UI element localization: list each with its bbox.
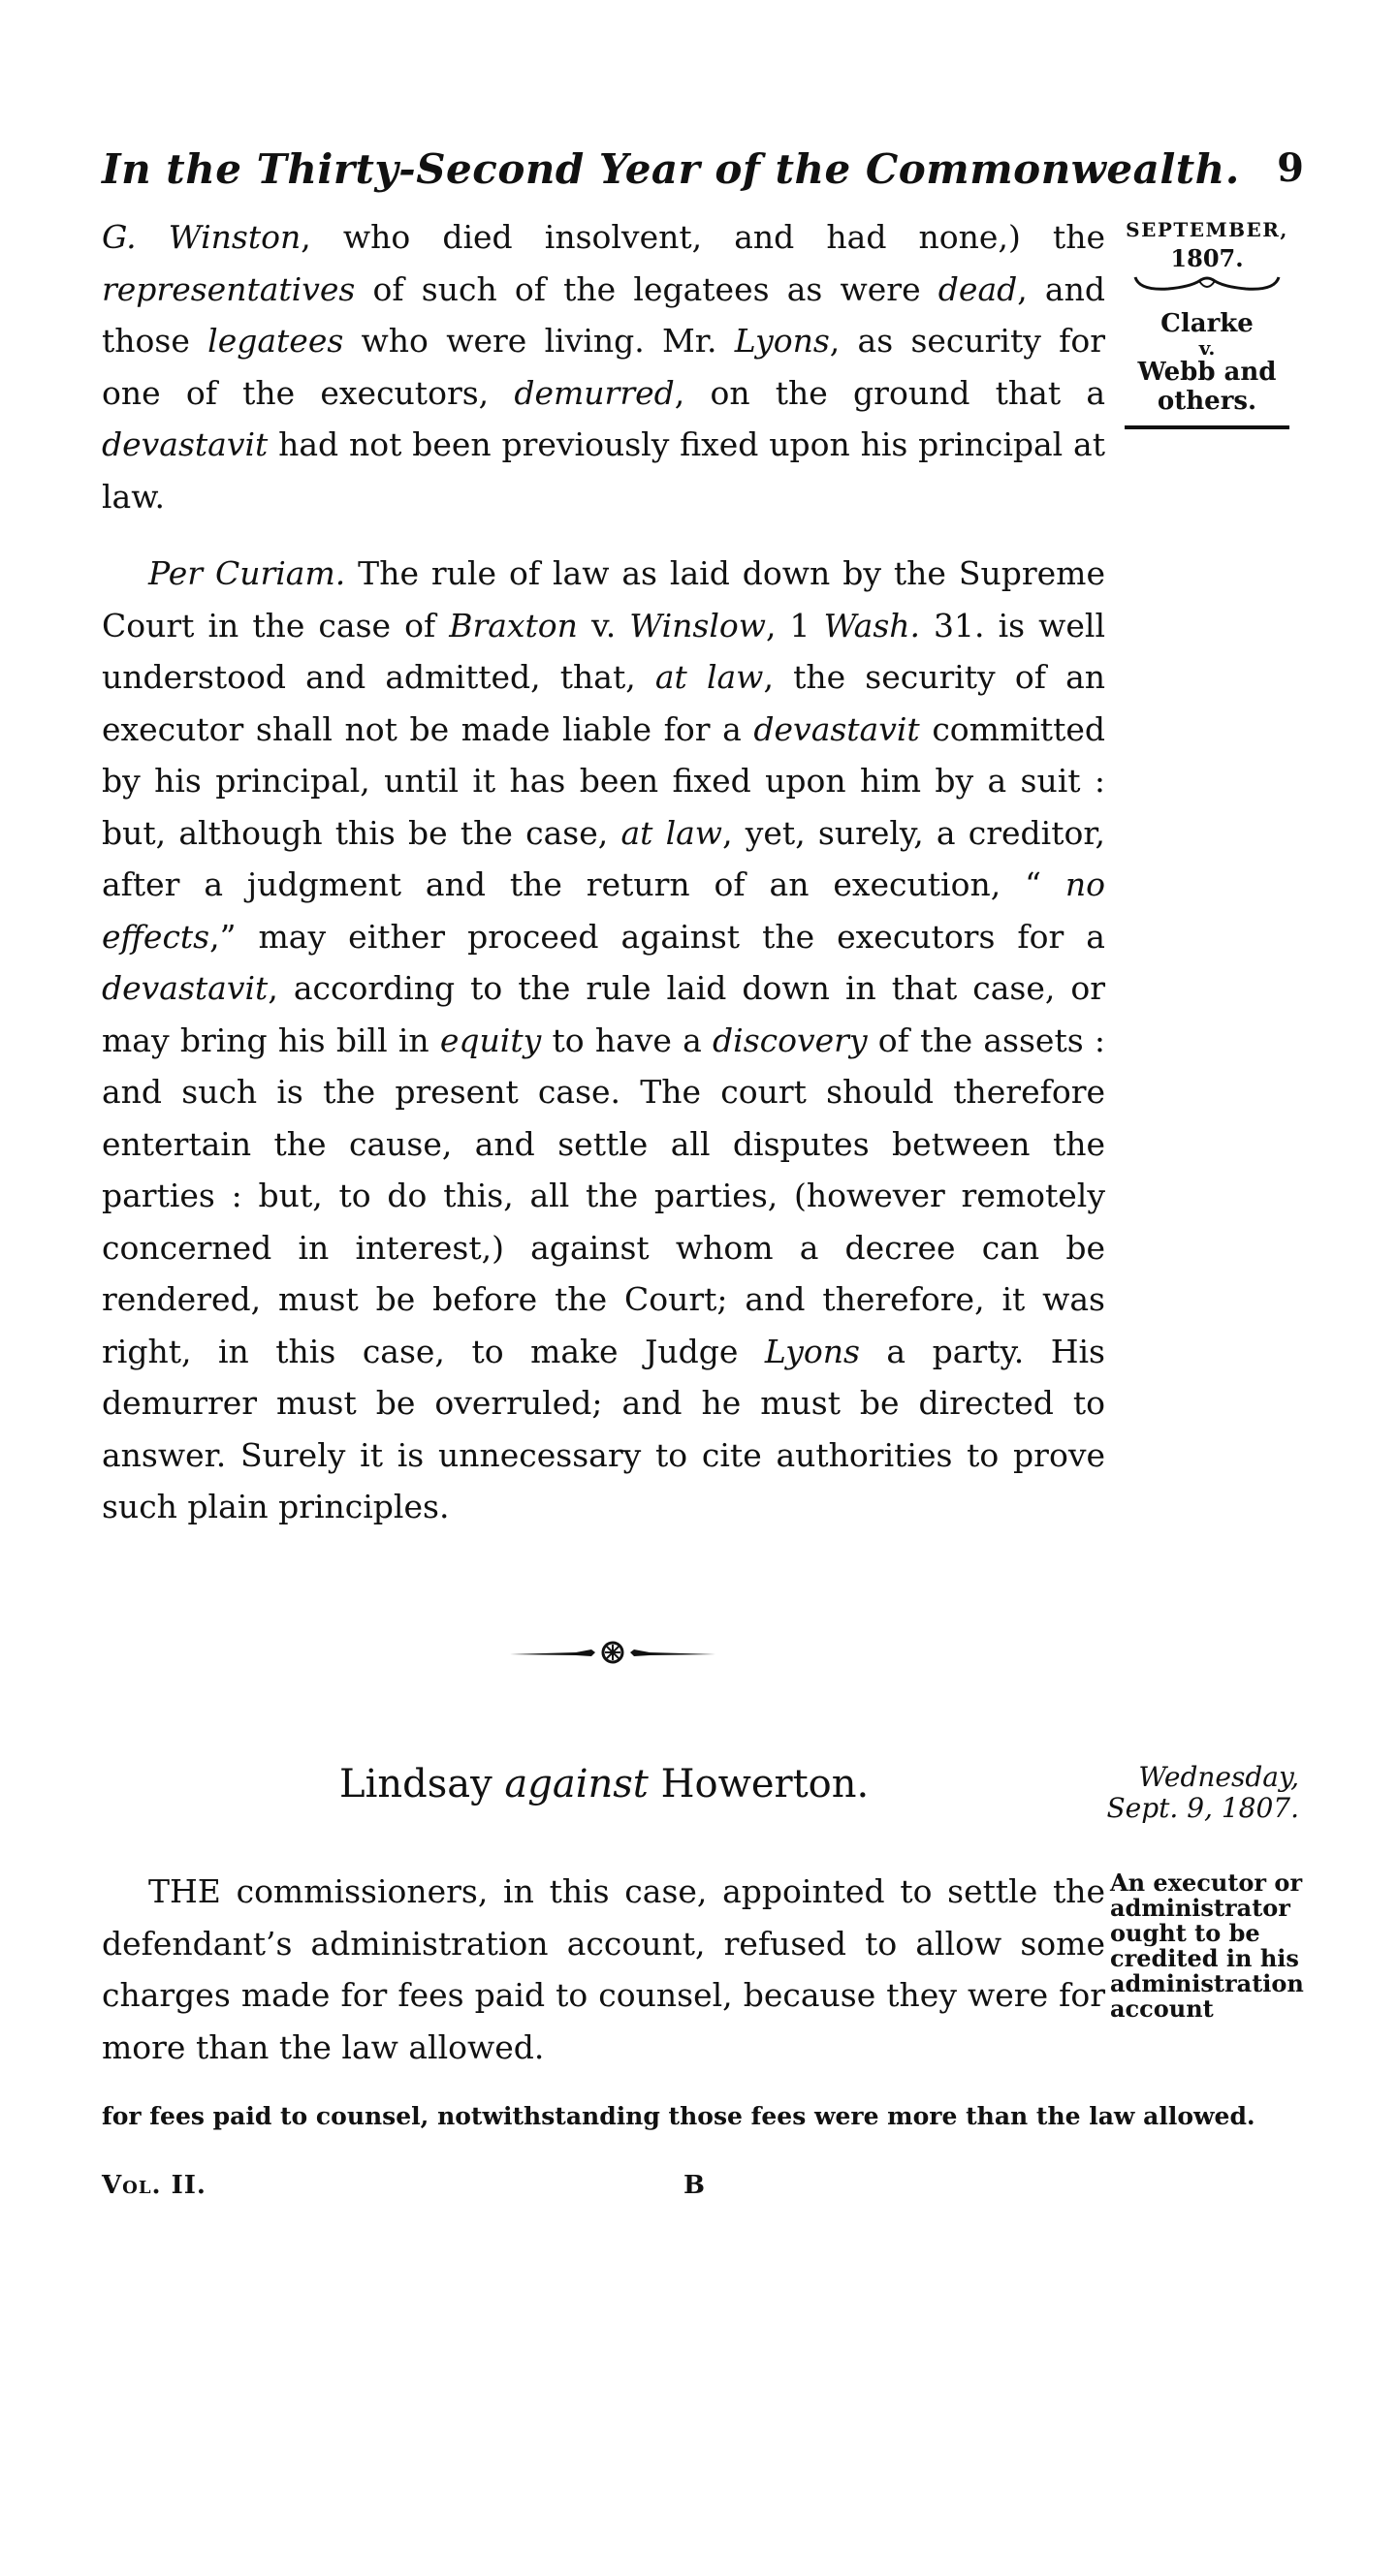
text-span: Winslow <box>629 606 766 644</box>
margin-year: 1807. <box>1170 244 1244 272</box>
margin-case-line-4: others. <box>1157 387 1257 416</box>
defendant-name: Howerton. <box>660 1762 870 1806</box>
text-span: G. Winston <box>102 218 302 256</box>
text-span: legatees <box>207 322 344 360</box>
text-span: Lyons <box>764 1332 860 1370</box>
paragraph-commissioners <box>102 1866 1105 2073</box>
text-span: , 1 <box>766 606 824 644</box>
paragraph-continuation <box>102 211 1105 522</box>
text-span: had not been previously fixed upon his principal at law. <box>102 425 1105 516</box>
signature-mark: B <box>683 2171 705 2200</box>
volume-signature: Vol. II. <box>102 2171 207 2200</box>
page-footer <box>102 2171 1304 2210</box>
case-date-line-2: Sept. 9, 1807. <box>1106 1792 1299 1824</box>
text-span: of such of the legatees as were <box>355 269 938 308</box>
text-span: devastavit <box>102 969 269 1007</box>
text-span: dead <box>937 269 1018 308</box>
text-span: who were living. Mr. <box>343 322 735 360</box>
text-span: equity <box>439 1021 542 1059</box>
text-span: at law <box>654 658 764 696</box>
text-span: at law <box>620 813 723 852</box>
text-span: to have a <box>541 1021 714 1059</box>
text-span: Per Curiam. <box>148 554 346 592</box>
bracket-ornament-icon <box>1129 273 1285 298</box>
headnote-continuation: for fees paid to counsel, notwithstanding those fees were more than the law allowed. <box>102 2102 1255 2130</box>
text-span: committed by his principal, until it has been fixed upon him by a suit : but, although this be the case, <box>102 709 1105 852</box>
text-span: , as security for one of the executors, <box>102 322 1106 412</box>
running-title: In the Thirty-Second Year of the Commonwealth. <box>102 145 1240 193</box>
ornament-divider-icon <box>506 1638 719 1667</box>
text-span: devastavit <box>753 709 920 748</box>
text-span: , on the ground that a <box>674 373 1105 412</box>
case-title <box>339 1762 869 1806</box>
headnote: An executor or administrator ought to be credited in his administration account <box>1110 1869 1304 2023</box>
text-span: no effects <box>102 865 1105 956</box>
text-span: The rule of law as laid down by the Supreme Court in the case of <box>102 554 1105 644</box>
text-span: Wash. <box>823 606 920 644</box>
paragraph-per-curiam <box>102 548 1105 1533</box>
text-span: , who died insolvent, and had none,) the <box>301 218 1105 256</box>
running-header <box>102 145 1304 204</box>
against-word: against <box>504 1762 649 1806</box>
text-span: ,” may either proceed against the executors for a <box>209 917 1105 956</box>
text-span: 31. is well understood and admitted, that, <box>102 606 1106 696</box>
text-span: , and those <box>102 269 1105 360</box>
margin-case-line-1: Clarke <box>1160 309 1254 338</box>
margin-month: SEPTEMBER, <box>1126 218 1288 241</box>
case-date <box>1105 1762 1299 1824</box>
margin-note-case-1 <box>1110 215 1304 429</box>
paragraph-text: THE commissioners, in this case, appointed to settle the defendant’s administration account, refused to allow some charges made for fees paid to counsel, because they were for more than the law allowed. <box>102 1872 1105 2066</box>
margin-case-line-2: v. <box>1198 336 1216 360</box>
margin-case-line-3: Webb and <box>1137 358 1277 387</box>
text-span: , according to the rule laid down in that case, or may bring his bill in <box>102 969 1105 1059</box>
plaintiff-name: Lindsay <box>339 1762 492 1806</box>
text-span: demurred <box>514 373 675 412</box>
text-span: Lyons <box>734 322 830 360</box>
text-span: representatives <box>102 269 356 308</box>
text-span: a party. His demurrer must be overruled; and he must be directed to answer. Surely it is unnecessary to cite authorities to prove such plain principles. <box>102 1332 1105 1525</box>
text-span: , the security of an executor shall not be made liable for a <box>102 658 1105 748</box>
margin-rule <box>1125 425 1289 429</box>
text-span: Braxton <box>449 606 578 644</box>
case-date-line-1: Wednesday, <box>1138 1761 1299 1793</box>
text-span: of the assets : and such is the present case. The court should therefore entertain the cause, and settle all disputes between the parties : but, to do this, all the parties, (however remotely concerned in interest,) against whom a decree can be rendered, must be before the Court; and therefore, it was right, in this case, to make Judge <box>102 1021 1105 1370</box>
text-span: , yet, surely, a creditor, after a judgment and the return of an execution, “ <box>102 813 1106 903</box>
text-span: discovery <box>713 1021 868 1059</box>
text-span: devastavit <box>102 425 269 463</box>
text-span: v. <box>577 606 630 644</box>
page-number: 9 <box>1277 145 1304 191</box>
